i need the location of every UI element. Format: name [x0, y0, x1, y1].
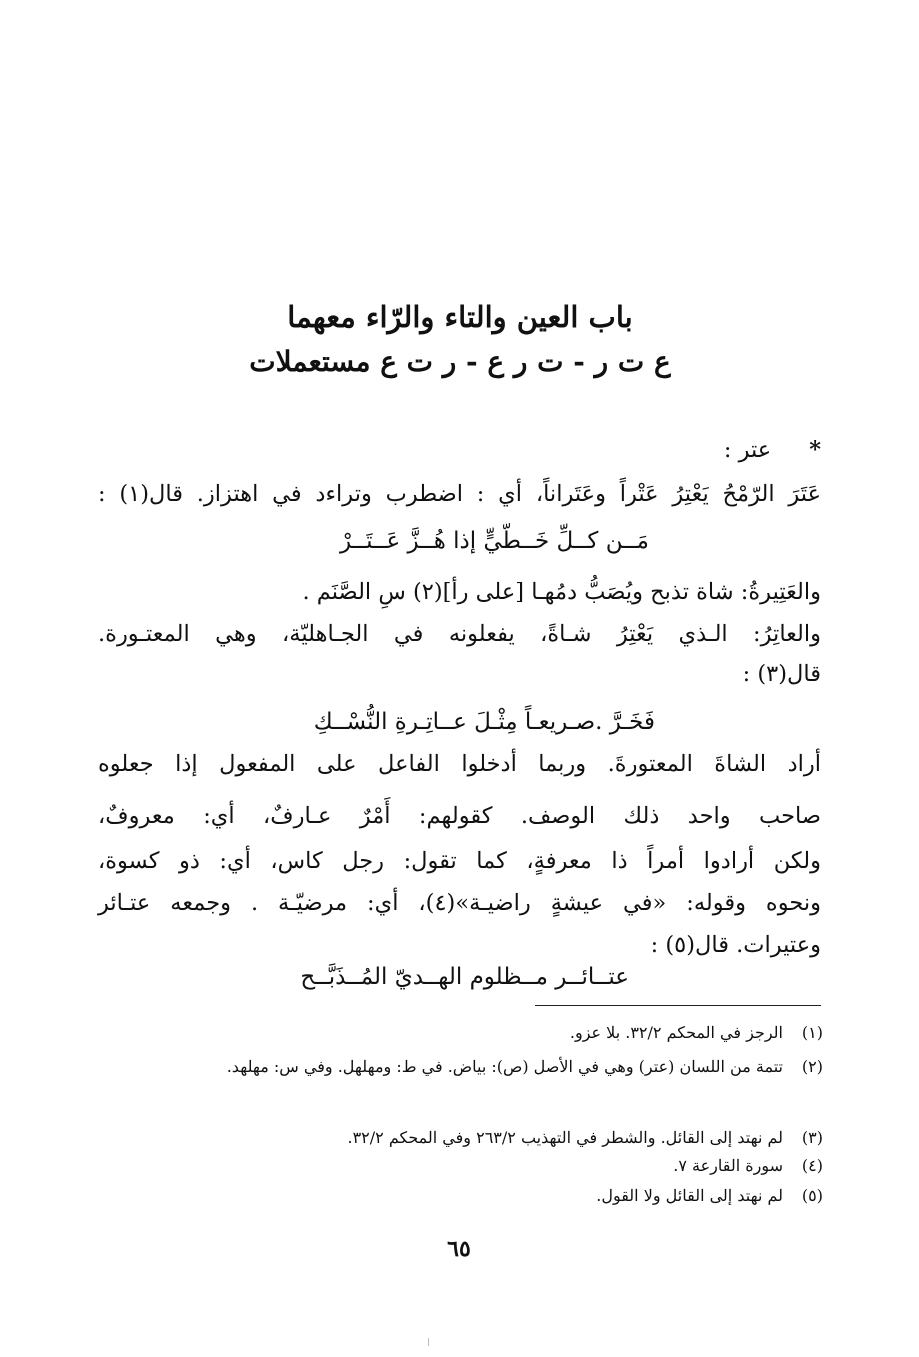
footnote-text: سورة القارعة ٧. [673, 1156, 783, 1175]
footnote-separator [535, 1005, 821, 1006]
footnote-number: (١) [801, 1023, 823, 1042]
footnote [101, 1125, 823, 1151]
entry-heading [98, 432, 821, 468]
body-line: أراد الشاةَ المعتورةَ. وربما أدخلوا الفاعل على المفعول إذا جعلوه [98, 751, 821, 777]
footnote-number: (٢) [801, 1057, 823, 1076]
verse-line: عتــائــر مــظلوم الهــديّ المُــذَبَّــح [300, 964, 629, 990]
footnote [101, 1153, 823, 1179]
footnote-text: لم نهتد إلى القائل. والشطر في التهذيب ٢٦٣/٢ وفي المحكم ٣٢/٢. [347, 1128, 783, 1147]
footnote [101, 1183, 823, 1209]
verse-line: مَــن كــلِّ خَــطّيٍّ إذا هُــزَّ عَــتَــرْ [339, 528, 649, 554]
body-line: والعاتِرُ: الـذي يَعْتِرُ شـاةً، يفعلونه في الجـاهليّة، وهي المعتـورة. [98, 621, 821, 647]
footnote-text: تتمة من اللسان (عتر) وهي في الأصل (ص): بياض. في ط: ومهلهل. وفي س: مهلهد. [226, 1057, 783, 1076]
entry-headword: عتر : [723, 437, 772, 463]
footnote [101, 1020, 823, 1046]
page-number: ٦٥ [447, 1236, 471, 1262]
footnote [101, 1054, 823, 1080]
body-line: وعتيرات. قال(٥) : [650, 932, 821, 958]
footnote-text: الرجز في المحكم ٣٢/٢. بلا عزو. [569, 1023, 783, 1042]
body-line: والعَتِيرةُ: شاة تذبح ويُصَبُّ دمُهـا [على رأ](٢) سِ الصَّنَم . [302, 579, 821, 605]
verse-line: فَخَـرَّ .صـريعـاً مِثْـلَ عــاتِـرةِ النُّسْــكِ [313, 709, 655, 735]
body-line: ونحوه وقوله: «في عيشةٍ راضيـة»(٤)، أي: مرضيّـة . وجمعه عتـائر [98, 890, 821, 916]
body-line: صاحب واحد ذلك الوصف. كقولهم: أَمْرٌ عـارفٌ، أي: معروفٌ، [98, 803, 821, 829]
entry-marker: * [809, 437, 821, 463]
body-line: ولكن أرادوا أمراً ذا معرفةٍ، كما تقول: رجل كاس، أي: ذو كسوة، [98, 848, 821, 874]
footnote-number: (٤) [801, 1156, 823, 1175]
body-line: عَتَرَ الرّمْحُ يَعْتِرُ عَتْراً وعَتَراناً، أي : اضطرب وتراءد في اهتزاز. قال(١) : [98, 481, 822, 507]
scan-mark [428, 1338, 429, 1346]
footnote-number: (٣) [801, 1128, 823, 1147]
footnote-text: لم نهتد إلى القائل ولا القول. [596, 1186, 783, 1205]
chapter-title: باب العين والتاء والرّاء معهما [287, 300, 633, 334]
footnote-number: (٥) [801, 1186, 823, 1205]
chapter-subtitle: ع ت ر - ت ر ع - ر ت ع مستعملات [249, 345, 671, 378]
body-line: قال(٣) : [742, 661, 821, 687]
